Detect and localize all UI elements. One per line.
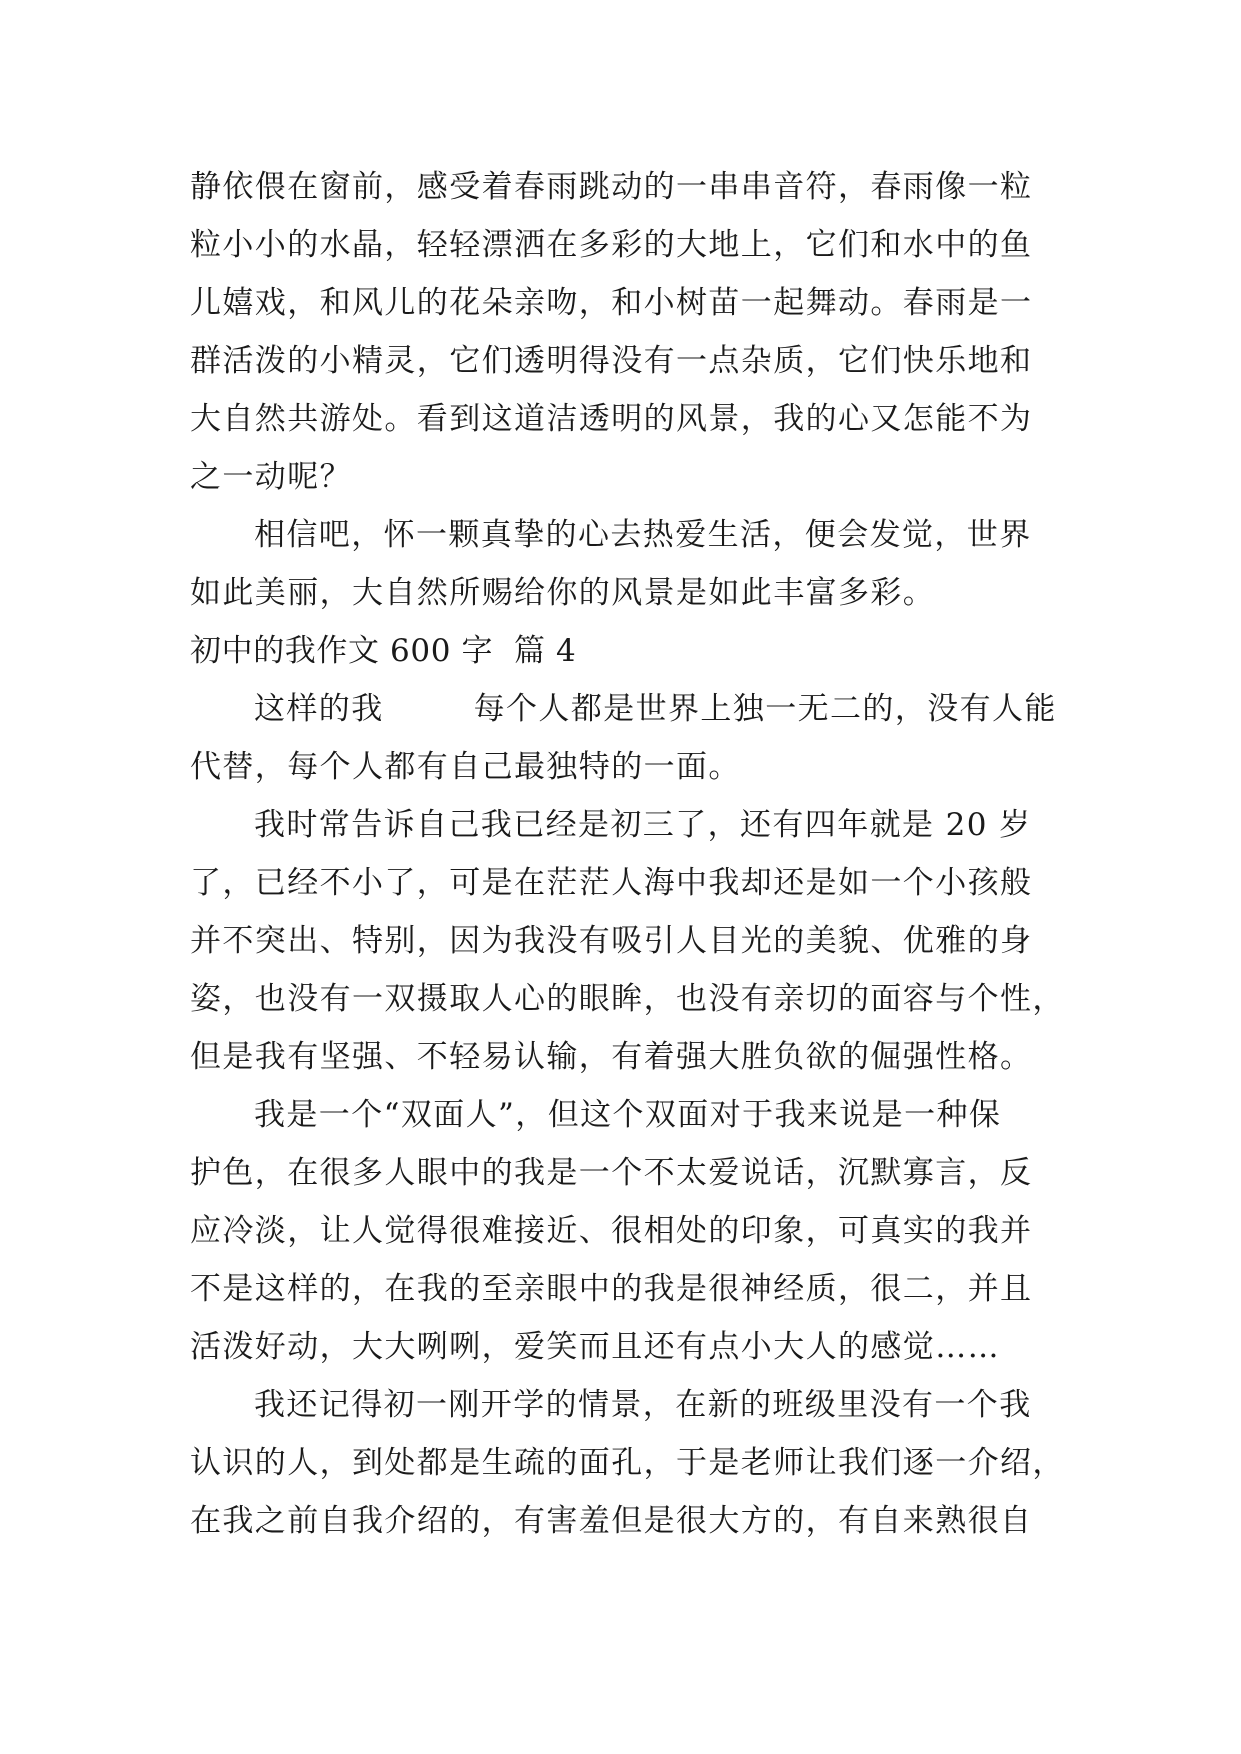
text-line: 粒小小的水晶，轻轻漂洒在多彩的大地上，它们和水中的鱼 [190,227,1033,263]
text-line: 并不突出、特别，因为我没有吸引人目光的美貌、优雅的身 [190,923,1033,959]
text-line: 我时常告诉自己我已经是初三了，还有四年就是 20 岁 [254,807,1032,843]
text-line: 活泼好动，大大咧咧，爱笑而且还有点小大人的感觉…… [190,1329,1000,1365]
text-line: 代替，每个人都有自己最独特的一面。 [190,749,741,785]
text-line: 大自然共游处。看到这道洁透明的风景，我的心又怎能不为 [190,401,1033,437]
text-line: 群活泼的小精灵，它们透明得没有一点杂质，它们快乐地和 [190,343,1033,379]
text-line: 了，已经不小了，可是在茫茫人海中我却还是如一个小孩般 [190,865,1033,901]
text-line: 姿，也没有一双摄取人心的眼眸，也没有亲切的面容与个性， [190,981,1065,1017]
paragraph [190,1086,1050,1376]
text-line: 不是这样的，在我的至亲眼中的我是很神经质，很二，并且 [190,1271,1033,1307]
text-line: 在我之前自我介绍的，有害羞但是很大方的，有自来熟很自 [190,1503,1033,1539]
text-line: 但是我有坚强、不轻易认输，有着强大胜负欲的倔强性格。 [190,1039,1033,1075]
section-heading: 初中的我作文 600 字 篇 4 [190,633,577,669]
text-line: 认识的人，到处都是生疏的面孔，于是老师让我们逐一介绍， [190,1445,1065,1481]
text-line: 这样的我 每个人都是世界上独一无二的，没有人能 [254,691,1057,727]
document-body [190,158,1065,1550]
paragraph [190,796,1065,1086]
text-line: 儿嬉戏，和风儿的花朵亲吻，和小树苗一起舞动。春雨是一 [190,285,1033,321]
paragraph [190,158,1050,506]
text-line: 之一动呢？ [190,459,352,495]
paragraph [190,1376,1065,1550]
text-line: 我是一个“双面人”，但这个双面对于我来说是一种保 [254,1097,1002,1133]
text-line: 护色，在很多人眼中的我是一个不太爱说话，沉默寡言，反 [190,1155,1033,1191]
paragraph [190,680,1057,796]
text-line: 如此美丽，大自然所赐给你的风景是如此丰富多彩。 [190,575,936,611]
text-line: 相信吧，怀一颗真挚的心去热爱生活，便会发觉，世界 [254,517,1032,553]
paragraph [190,506,1050,622]
text-line: 应冷淡，让人觉得很难接近、很相处的印象，可真实的我并 [190,1213,1033,1249]
text-line: 静依偎在窗前，感受着春雨跳动的一串串音符，春雨像一粒 [190,169,1033,205]
text-line: 我还记得初一刚开学的情景，在新的班级里没有一个我 [254,1387,1032,1423]
